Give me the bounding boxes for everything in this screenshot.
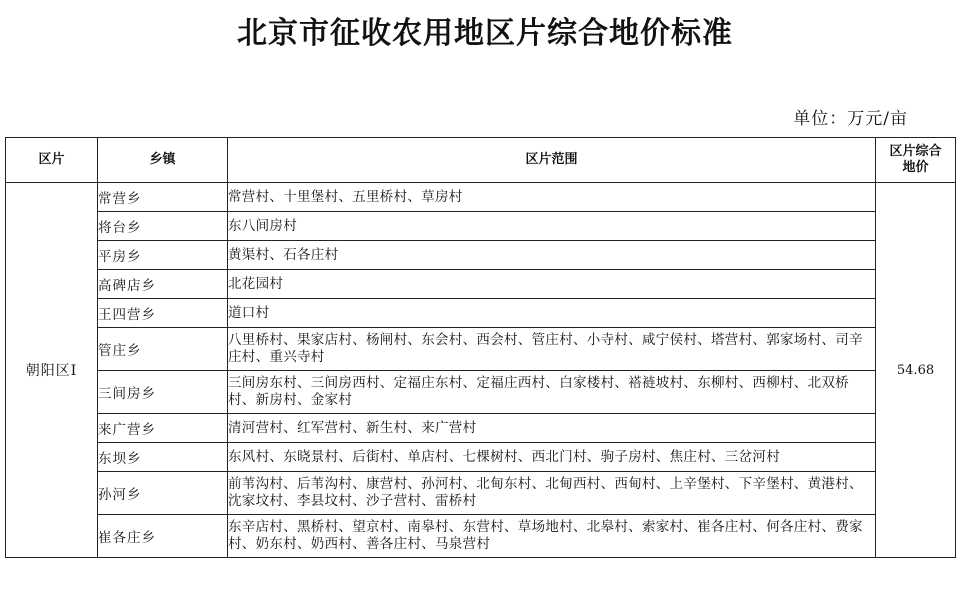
table-row [6,443,956,472]
range-cell: 北花园村 [228,270,876,299]
header-price [876,138,956,183]
range-cell: 八里桥村、果家店村、杨闸村、东会村、西会村、管庄村、小寺村、咸宁侯村、塔营村、郭家场村、司辛庄村、重兴寺村 [228,328,876,371]
table-row [6,371,956,414]
range-cell: 东风村、东晓景村、后街村、单店村、七棵树村、西北门村、驹子房村、焦庄村、三岔河村 [228,443,876,472]
township-cell: 东坝乡 [98,443,228,472]
township-cell: 王四营乡 [98,299,228,328]
township-cell: 高碑店乡 [98,270,228,299]
table-row [6,183,956,212]
township-cell: 将台乡 [98,212,228,241]
table-row [6,472,956,515]
township-cell: 三间房乡 [98,371,228,414]
header-district: 区片 [6,138,98,183]
township-cell: 崔各庄乡 [98,515,228,558]
land-price-table [5,137,956,558]
district-cell: 朝阳区Ⅰ [6,183,98,558]
range-cell: 清河营村、红军营村、新生村、来广营村 [228,414,876,443]
township-cell: 孙河乡 [98,472,228,515]
range-cell: 常营村、十里堡村、五里桥村、草房村 [228,183,876,212]
header-price-label: 区片综合地价 [889,144,942,175]
range-cell: 道口村 [228,299,876,328]
table-header-row [6,138,956,183]
price-cell: 54.68 [876,183,956,558]
table-row [6,299,956,328]
township-cell: 来广营乡 [98,414,228,443]
page-title: 北京市征收农用地区片综合地价标准 [237,16,733,51]
range-cell: 前苇沟村、后苇沟村、康营村、孙河村、北甸东村、北甸西村、西甸村、上辛堡村、下辛堡村、黄港村、沈家坟村、李县坟村、沙子营村、雷桥村 [228,472,876,515]
table-row [6,241,956,270]
table-row [6,212,956,241]
table-row [6,414,956,443]
header-range: 区片范围 [228,138,876,183]
unit-note: 单位：万元/亩 [793,109,908,129]
township-cell: 常营乡 [98,183,228,212]
township-cell: 平房乡 [98,241,228,270]
header-township: 乡镇 [98,138,228,183]
table-row [6,270,956,299]
table-row [6,515,956,558]
range-cell: 三间房东村、三间房西村、定福庄东村、定福庄西村、白家楼村、褡裢坡村、东柳村、西柳村、北双桥村、新房村、金家村 [228,371,876,414]
range-cell: 东八间房村 [228,212,876,241]
range-cell: 东辛店村、黑桥村、望京村、南皋村、东营村、草场地村、北皋村、索家村、崔各庄村、何各庄村、费家村、奶东村、奶西村、善各庄村、马泉营村 [228,515,876,558]
table-row [6,328,956,371]
township-cell: 管庄乡 [98,328,228,371]
range-cell: 黄渠村、石各庄村 [228,241,876,270]
